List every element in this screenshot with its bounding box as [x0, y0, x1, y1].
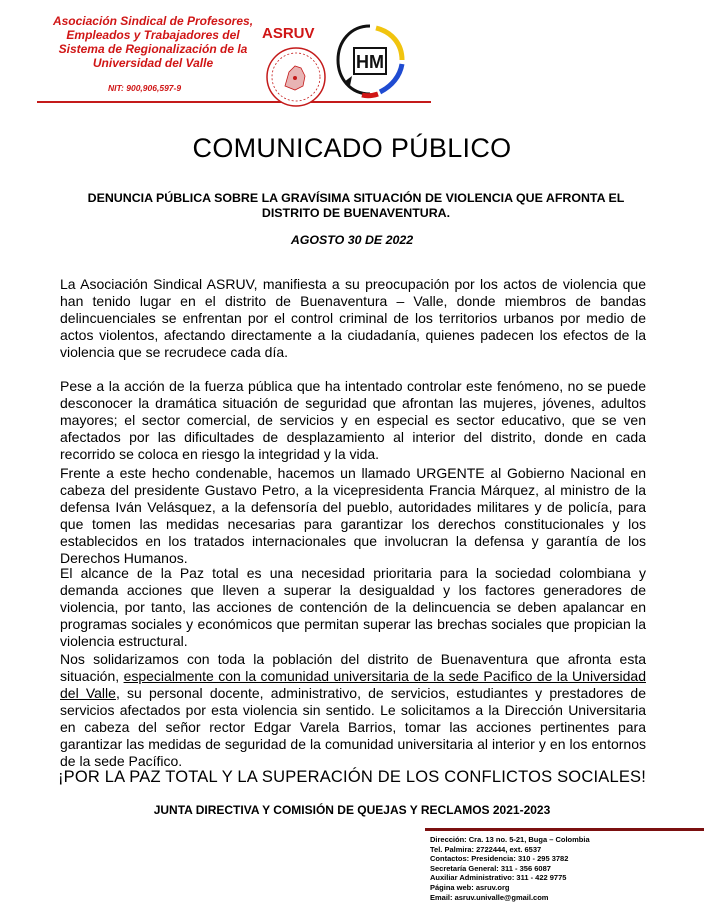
footer-divider: [425, 828, 704, 831]
svg-text:HM: HM: [356, 52, 384, 72]
slogan: ¡POR LA PAZ TOTAL Y LA SUPERACIÓN DE LOS CONFLICTOS SOCIALES!: [57, 768, 647, 786]
paragraph-1: La Asociación Sindical ASRUV, manifiesta a su preocupación por los actos de violencia que han tenido lugar en el distrito de Buenaventura – Valle, donde miembros de bandas delincuenciales se enfrentan por el control criminal de los territorios urbanos por medio de actos violentos, afectando directamente a la ciudadanía, quienes padecen los efectos de la violencia que se recrudece cada día.: [60, 276, 646, 360]
footer-line-assistant: Auxiliar Administrativo: 311 - 422 9775: [430, 873, 567, 883]
signature: JUNTA DIRECTIVA Y COMISIÓN DE QUEJAS Y RECLAMOS 2021-2023: [153, 803, 551, 817]
footer-line-secretary: Secretaría General: 311 - 356 6087: [430, 863, 551, 873]
organization-nit: NIT: 900,906,597-9: [108, 83, 182, 93]
document-title: COMUNICADO PÚBLICO: [192, 133, 512, 163]
footer-contact-info: [430, 835, 590, 902]
paragraph-3: Frente a este hecho condenable, hacemos un llamado URGENTE al Gobierno Nacional en cabeza del presidente Gustavo Petro, a la vicepresidenta Francia Márquez, al ministro de la defensa Iván Velásquez, a la defensoría del pueblo, autoridades militares y de policía, para que tomen las medidas necesarias para garantizar los derechos constitucionales y los establecidos en los tratados internacionales que involucran la defensa y garantía de los Derechos Humanos.: [60, 465, 646, 566]
footer-line-website: Página web: asruv.org: [430, 882, 510, 892]
paragraph-5: [60, 651, 646, 770]
paragraph-5-underlined: especialmente con la comunidad universitaria de la sede Pacifico de la Universidad del Valle: [60, 668, 646, 701]
asruv-logo-text: ASRUV: [262, 25, 315, 42]
header-divider: [37, 101, 431, 103]
document-subtitle: DENUNCIA PÚBLICA SOBRE LA GRAVÍSIMA SITUACIÓN DE VIOLENCIA QUE AFRONTA EL DISTRITO DE BUENAVENTURA.: [87, 191, 625, 220]
paragraph-4: El alcance de la Paz total es una necesidad prioritaria para la sociedad colombiana y demanda acciones que lleven a superar la desigualdad y los factores generadores de violencia, por tanto, las acciones de contención de la delincuencia se deben apalancar en programas sociales y económicos que permitan superar las brechas sociales que propician la violencia estructural.: [60, 565, 646, 649]
footer-line-presidency: Contactos: Presidencia: 310 - 295 3782: [430, 854, 569, 864]
paragraph-5-lead: Nos solidarizamos con toda la población del distrito de Buenaventura que afronta esta situación,: [60, 651, 646, 684]
footer-line-email: Email: asruv.univalle@gmail.com: [430, 892, 549, 902]
footer-line-address: Dirección: Cra. 13 no. 5-21, Buga – Colombia: [430, 835, 590, 844]
asruv-seal-logo: [265, 46, 327, 108]
document-date: AGOSTO 30 DE 2022: [290, 233, 414, 247]
footer-line-phone: Tel. Palmira: 2722444, ext. 6537: [430, 844, 542, 854]
union-emblem-logo: [332, 20, 408, 100]
paragraph-5-rest: , su personal docente, administrativo, de servicios, estudiantes y prestadores de servicios afectados por esta violencia sin sentido. Le solicitamos a la Dirección Universitaria en cabeza del señor rector Edgar Varela Barrios, tomar las acciones pertinentes para garantizar las medidas de seguridad de la comunidad universitaria al interior y en los entornos de la sede Pacífico.: [60, 685, 646, 769]
paragraph-2: Pese a la acción de la fuerza pública que ha intentado controlar este fenómeno, no se puede desconocer la dramática situación de seguridad que afrontan las mujeres, jóvenes, adultos mayores; el sector comercial, de servicios y en especial es sector educativo, que se ven afectados por las dificultades de desplazamiento al interior del distrito, donde en cada recorrido se coloca en riesgo la integridad y la vida.: [60, 378, 646, 462]
organization-name: Asociación Sindical de Profesores, Empleados y Trabajadores del Sistema de Regionalización de la Universidad del Valle: [52, 14, 254, 70]
